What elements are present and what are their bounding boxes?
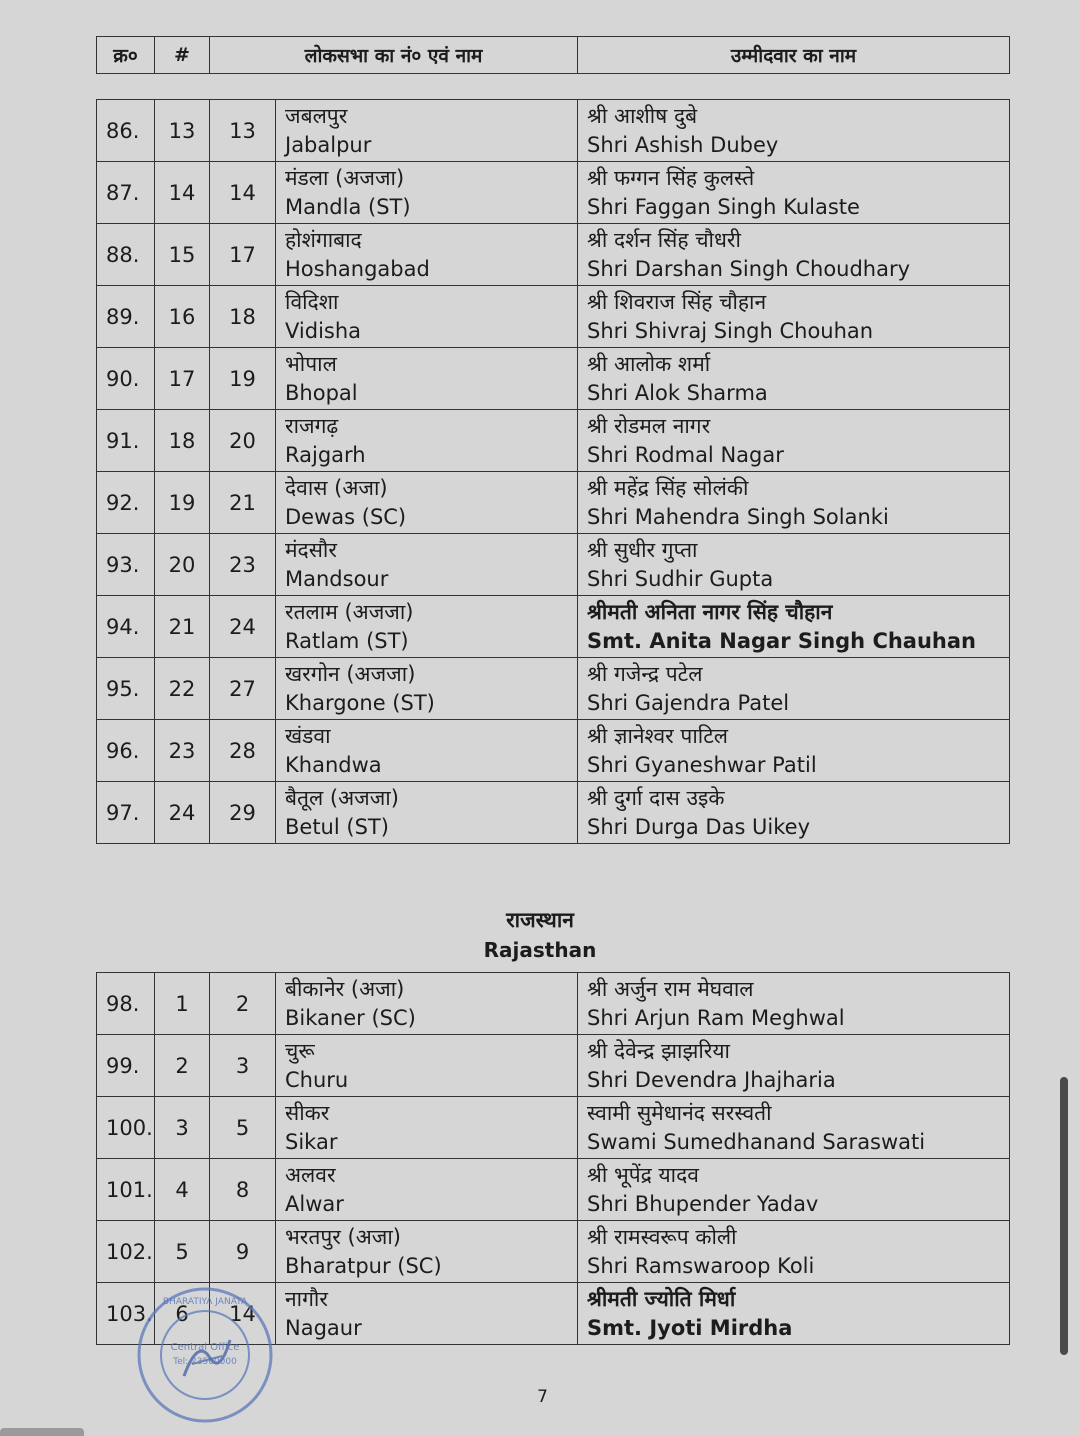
serial-number-cell: 96. [97,720,155,782]
serial-number-cell: 99. [97,1035,155,1097]
table-row [97,973,1010,1035]
state-index-cell: 15 [155,224,210,286]
candidate-name-english: Shri Gajendra Patel [587,690,790,715]
serial-number-cell: 103. [97,1283,155,1345]
table-row [97,224,1010,286]
candidate-name-hindi: श्री रोडमल नागर [587,413,711,438]
constituency-cell [276,472,578,534]
candidate-cell [578,100,1010,162]
table-row [97,782,1010,844]
candidate-name-english: Swami Sumedhanand Saraswati [587,1129,926,1154]
constituency-name-english: Mandsour [285,566,389,591]
page-number: 7 [537,1387,548,1407]
constituency-cell [276,224,578,286]
constituency-number-cell: 20 [210,410,276,472]
candidate-name-hindi: श्री रामस्वरूप कोली [587,1224,737,1249]
candidate-cell [578,410,1010,472]
constituency-name-hindi: भरतपुर (अजा) [285,1224,401,1249]
constituency-number-cell: 21 [210,472,276,534]
candidate-cell [578,973,1010,1035]
constituency-name-hindi: राजगढ़ [285,413,339,438]
constituency-name-english: Rajgarh [285,442,366,467]
candidate-name-english: Shri Darshan Singh Choudhary [587,256,911,281]
state-index-cell: 17 [155,348,210,410]
table-row [97,534,1010,596]
constituency-name-hindi: भोपाल [285,351,337,376]
table-row [97,1159,1010,1221]
state-index-cell: 14 [155,162,210,224]
constituency-name-hindi: खरगोन (अजजा) [285,661,416,686]
col-hash-header: # [155,37,210,74]
constituency-name-hindi: खंडवा [285,723,331,748]
constituency-cell [276,1221,578,1283]
candidate-cell [578,1283,1010,1345]
state-index-cell: 21 [155,596,210,658]
constituency-cell [276,286,578,348]
candidate-name-english: Smt. Anita Nagar Singh Chauhan [587,628,976,653]
table-row [97,1097,1010,1159]
constituency-cell [276,162,578,224]
candidate-cell [578,596,1010,658]
constituency-number-cell: 2 [210,973,276,1035]
serial-number-cell: 98. [97,973,155,1035]
candidate-cell [578,286,1010,348]
vertical-scrollbar[interactable] [1060,1077,1068,1355]
constituency-name-hindi: नागौर [285,1286,328,1311]
candidate-name-hindi: श्री आशीष दुबे [587,103,698,128]
serial-number-cell: 91. [97,410,155,472]
state-index-cell: 24 [155,782,210,844]
table-row [97,658,1010,720]
constituency-number-cell: 28 [210,720,276,782]
serial-number-cell: 102. [97,1221,155,1283]
col-constituency-header: लोकसभा का नं० एवं नाम [210,37,578,74]
candidate-cell [578,472,1010,534]
candidate-name-english: Shri Sudhir Gupta [587,566,774,591]
constituency-number-cell: 19 [210,348,276,410]
constituency-number-cell: 18 [210,286,276,348]
table-row [97,286,1010,348]
candidate-name-english: Shri Devendra Jhajharia [587,1067,836,1092]
serial-number-cell: 87. [97,162,155,224]
state-index-cell: 4 [155,1159,210,1221]
constituency-name-english: Bikaner (SC) [285,1005,416,1030]
serial-number-cell: 95. [97,658,155,720]
constituency-number-cell: 17 [210,224,276,286]
candidate-name-hindi: श्री दर्शन सिंह चौधरी [587,227,741,252]
constituency-name-english: Churu [285,1067,349,1092]
constituency-name-english: Bharatpur (SC) [285,1253,442,1278]
candidate-name-hindi: श्री भूपेंद्र यादव [587,1162,699,1187]
candidate-name-english: Shri Shivraj Singh Chouhan [587,318,874,343]
state-index-cell: 2 [155,1035,210,1097]
candidate-name-english: Shri Alok Sharma [587,380,768,405]
candidate-cell [578,162,1010,224]
constituency-name-hindi: होशंगाबाद [285,227,362,252]
constituency-name-english: Sikar [285,1129,338,1154]
candidate-name-english: Shri Bhupender Yadav [587,1191,819,1216]
state-title-hindi: राजस्थान [506,908,574,932]
table-row [97,596,1010,658]
constituency-cell [276,973,578,1035]
constituency-cell [276,1159,578,1221]
serial-number-cell: 88. [97,224,155,286]
state-index-cell: 6 [155,1283,210,1345]
svg-text:Central Office: Central Office [170,1342,240,1353]
constituency-name-english: Khandwa [285,752,382,777]
constituency-number-cell: 8 [210,1159,276,1221]
candidate-cell [578,658,1010,720]
table-row [97,1221,1010,1283]
constituency-name-hindi: जबलपुर [285,103,348,128]
constituency-name-english: Betul (ST) [285,814,389,839]
constituency-name-english: Mandla (ST) [285,194,411,219]
constituency-name-hindi: देवास (अजा) [285,475,388,500]
serial-number-cell: 86. [97,100,155,162]
candidate-name-hindi: श्री आलोक शर्मा [587,351,711,376]
state-index-cell: 19 [155,472,210,534]
constituency-name-hindi: अलवर [285,1162,336,1187]
constituency-name-english: Nagaur [285,1315,362,1340]
candidate-name-hindi: श्री देवेन्द्र झाझरिया [587,1038,730,1063]
constituency-cell [276,1035,578,1097]
candidate-name-hindi: श्री महेंद्र सिंह सोलंकी [587,475,749,500]
constituency-cell [276,534,578,596]
state-index-cell: 1 [155,973,210,1035]
candidate-cell [578,1221,1010,1283]
constituency-number-cell: 9 [210,1221,276,1283]
serial-number-cell: 93. [97,534,155,596]
candidate-cell [578,224,1010,286]
candidate-name-hindi: श्री सुधीर गुप्ता [587,537,698,562]
svg-text:BHARATIYA JANATA: BHARATIYA JANATA [162,1297,248,1307]
state-index-cell: 22 [155,658,210,720]
constituency-cell [276,1283,578,1345]
constituency-name-hindi: विदिशा [285,289,339,314]
serial-number-cell: 89. [97,286,155,348]
table-row [97,472,1010,534]
col-candidate-header: उम्मीदवार का नाम [578,37,1010,74]
candidate-name-english: Shri Rodmal Nagar [587,442,784,467]
candidate-cell [578,782,1010,844]
constituency-name-hindi: मंडला (अजजा) [285,165,405,190]
candidate-name-english: Shri Gyaneshwar Patil [587,752,817,777]
constituency-number-cell: 27 [210,658,276,720]
constituency-name-hindi: रतलाम (अजजा) [285,599,414,624]
candidate-name-hindi: श्री शिवराज सिंह चौहान [587,289,767,314]
state-index-cell: 20 [155,534,210,596]
candidate-name-english: Shri Durga Das Uikey [587,814,811,839]
candidate-cell [578,1035,1010,1097]
candidate-cell [578,534,1010,596]
constituency-cell [276,720,578,782]
serial-number-cell: 97. [97,782,155,844]
candidate-name-english: Smt. Jyoti Mirdha [587,1315,793,1340]
candidate-cell [578,348,1010,410]
svg-text:Tel: 23500000: Tel: 23500000 [173,1357,237,1367]
candidate-name-english: Shri Faggan Singh Kulaste [587,194,860,219]
serial-number-cell: 90. [97,348,155,410]
state-index-cell: 3 [155,1097,210,1159]
constituency-cell [276,410,578,472]
constituency-cell [276,1097,578,1159]
serial-number-cell: 94. [97,596,155,658]
constituency-name-english: Ratlam (ST) [285,628,409,653]
constituency-number-cell: 13 [210,100,276,162]
constituency-name-hindi: चुरू [285,1038,315,1063]
constituency-name-english: Khargone (ST) [285,690,435,715]
constituency-name-english: Jabalpur [285,132,372,157]
madhya-pradesh-table [96,99,1010,844]
col-sno-header: क्र० [97,37,155,74]
constituency-number-cell: 5 [210,1097,276,1159]
constituency-number-cell: 3 [210,1035,276,1097]
constituency-name-hindi: बीकानेर (अजा) [285,976,405,1001]
constituency-cell [276,100,578,162]
constituency-number-cell: 24 [210,596,276,658]
state-index-cell: 18 [155,410,210,472]
candidate-name-english: Shri Ramswaroop Koli [587,1253,815,1278]
table-row [97,410,1010,472]
serial-number-cell: 101. [97,1159,155,1221]
constituency-number-cell: 29 [210,782,276,844]
constituency-number-cell: 14 [210,162,276,224]
state-index-cell: 13 [155,100,210,162]
constituency-name-hindi: मंदसौर [285,537,337,562]
candidate-name-hindi: श्री अर्जुन राम मेघवाल [587,976,754,1001]
constituency-cell [276,658,578,720]
serial-number-cell: 100. [97,1097,155,1159]
constituency-name-english: Hoshangabad [285,256,430,281]
candidate-cell [578,1159,1010,1221]
candidate-cell [578,720,1010,782]
constituency-number-cell: 23 [210,534,276,596]
candidate-name-hindi: श्री दुर्गा दास उइके [587,785,725,810]
constituency-number-cell: 14 [210,1283,276,1345]
candidate-name-hindi: श्रीमती अनिता नागर सिंह चौहान [587,599,833,624]
candidate-name-hindi: श्री गजेन्द्र पटेल [587,661,703,686]
state-title-english: Rajasthan [483,938,597,962]
table-row [97,100,1010,162]
constituency-name-english: Dewas (SC) [285,504,407,529]
state-index-cell: 5 [155,1221,210,1283]
constituency-name-english: Alwar [285,1191,344,1216]
constituency-cell [276,782,578,844]
constituency-name-hindi: सीकर [285,1100,330,1125]
constituency-name-english: Vidisha [285,318,362,343]
header-table [96,36,1010,74]
candidate-name-english: Shri Ashish Dubey [587,132,779,157]
bottom-toolbar-tab [0,1428,84,1436]
constituency-name-hindi: बैतूल (अजजा) [285,785,399,810]
constituency-name-english: Bhopal [285,380,358,405]
constituency-cell [276,596,578,658]
state-index-cell: 16 [155,286,210,348]
candidate-name-hindi: श्रीमती ज्योति मिर्धा [587,1286,736,1311]
table-row [97,162,1010,224]
candidate-name-hindi: श्री फग्गन सिंह कुलस्ते [587,165,755,190]
table-row [97,348,1010,410]
candidate-cell [578,1097,1010,1159]
candidate-name-hindi: स्वामी सुमेधानंद सरस्वती [587,1100,772,1125]
serial-number-cell: 92. [97,472,155,534]
state-index-cell: 23 [155,720,210,782]
table-row [97,1035,1010,1097]
candidate-name-hindi: श्री ज्ञानेश्वर पाटिल [587,723,729,748]
candidate-name-english: Shri Mahendra Singh Solanki [587,504,889,529]
table-row [97,720,1010,782]
constituency-cell [276,348,578,410]
candidate-name-english: Shri Arjun Ram Meghwal [587,1005,845,1030]
